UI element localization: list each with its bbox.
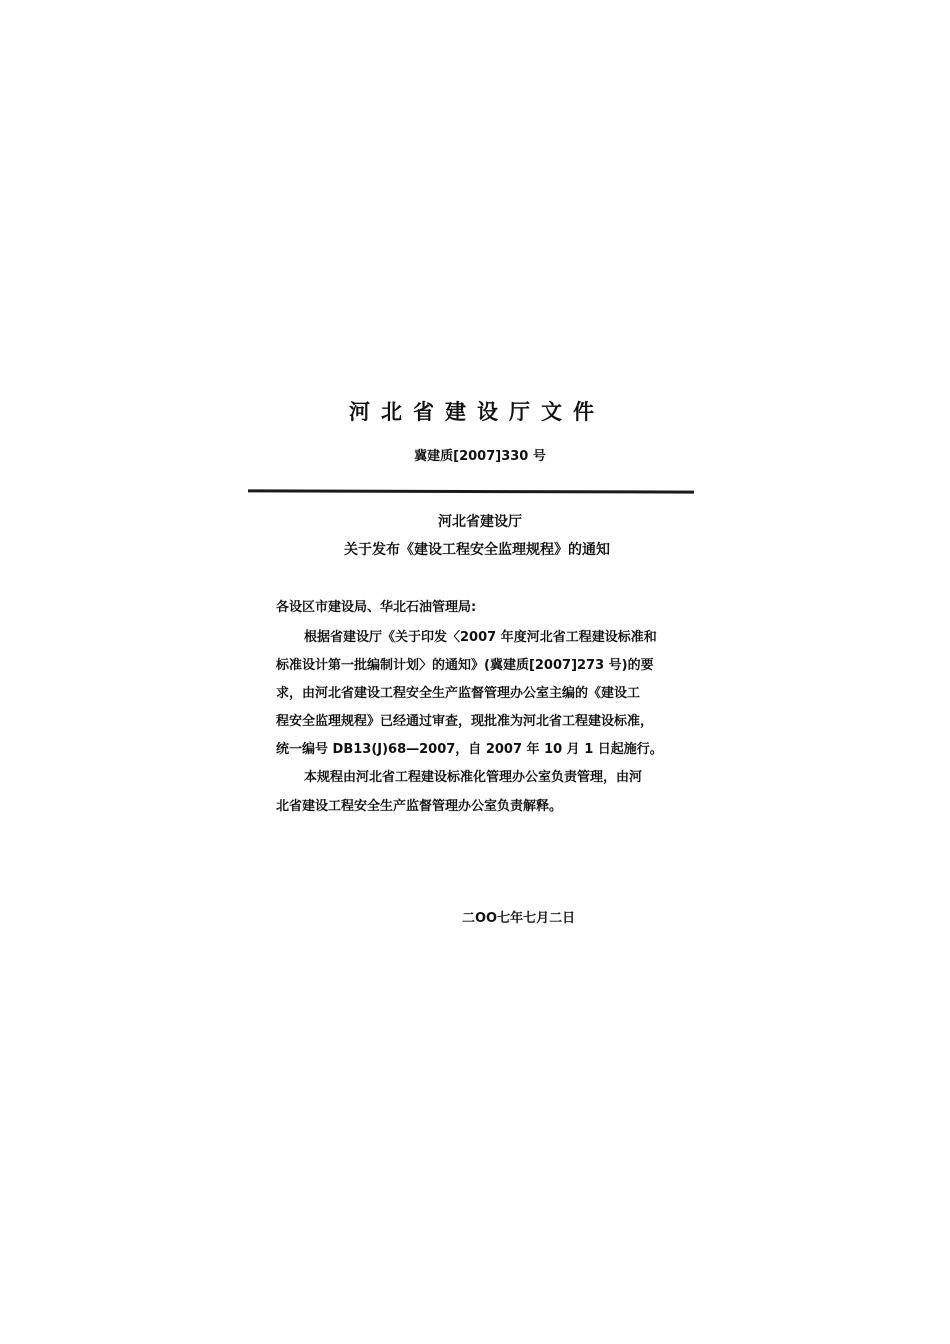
body-line: 标准设计第一批编制计划〉的通知》(冀建质[2007]273 号)的要: [276, 658, 654, 673]
body-line: 统一编号 DB13(J)68—2007，自 2007 年 10 月 1 日起施行。: [276, 742, 663, 757]
document-number: 冀建质[2007]330 号: [414, 449, 546, 464]
body-line: 北省建设工程安全生产监督管理办公室负责解释。: [276, 799, 563, 814]
body-line: 本规程由河北省工程建设标准化管理办公室负责管理，由河: [304, 770, 643, 785]
body-line: 程安全监理规程》已经通过审查，现批准为河北省工程建设标准，: [276, 714, 654, 729]
body-line-salutation: 各设区市建设局、华北石油管理局:: [276, 600, 477, 615]
body-line: 求，由河北省建设工程安全生产监督管理办公室主编的《建设工: [276, 686, 641, 701]
notice-issuer: 河北省建设厅: [438, 514, 522, 530]
document-header-title: 河北省建设厅文件: [349, 400, 605, 424]
header-divider: [248, 489, 694, 493]
notice-subject: 关于发布《建设工程安全监理规程》的通知: [344, 542, 610, 558]
body-line: 根据省建设厅《关于印发〈2007 年度河北省工程建设标准和: [304, 630, 657, 645]
document-date: 二OO七年七月二日: [462, 911, 576, 926]
